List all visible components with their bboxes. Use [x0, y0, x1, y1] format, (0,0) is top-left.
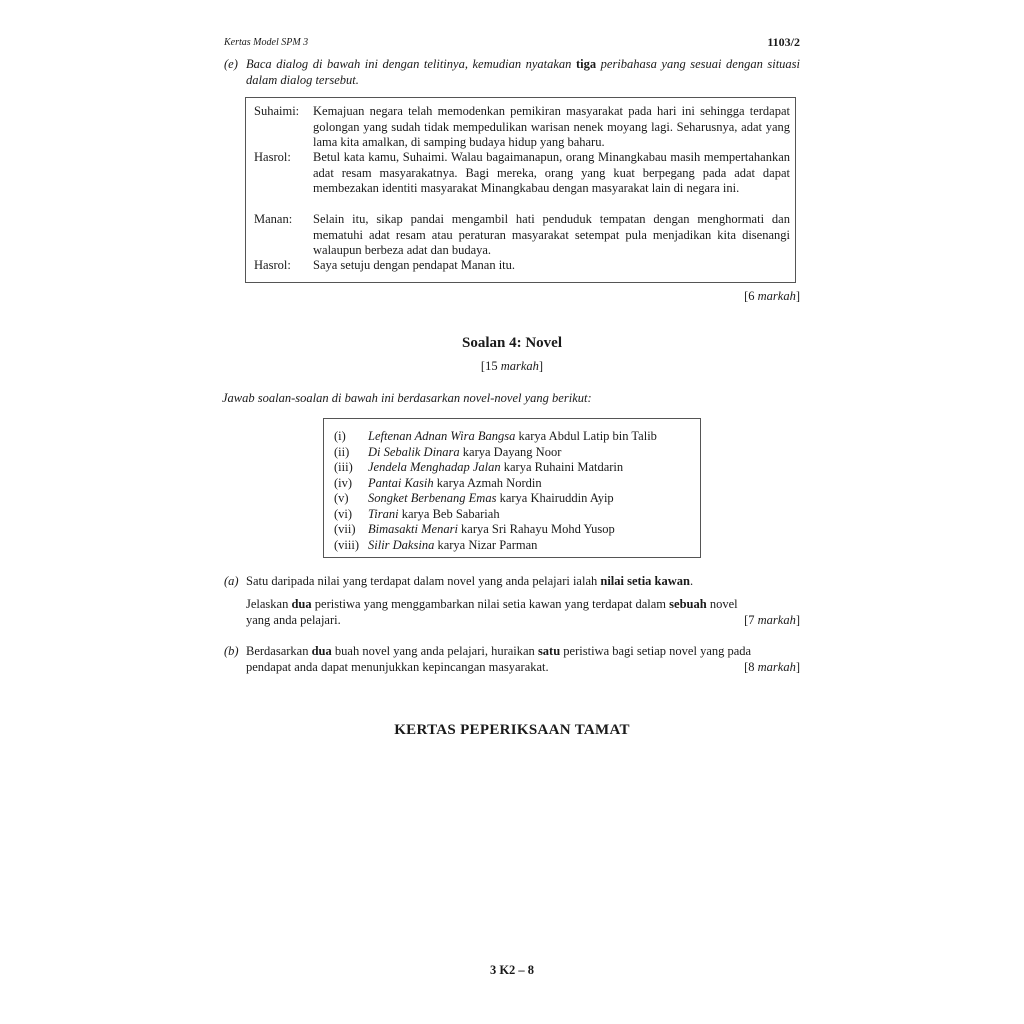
- question-b-part: Berdasarkan: [246, 644, 309, 658]
- marks-word: markah: [757, 613, 796, 627]
- novel-number: (i): [334, 429, 346, 443]
- novel-item: [334, 445, 561, 461]
- marks-word: markah: [757, 660, 796, 674]
- question-b-part: peristiwa bagi setiap novel yang pada: [563, 644, 752, 658]
- marks-word: markah: [500, 359, 539, 373]
- dialog-box: [245, 97, 796, 283]
- marks-num: [7: [744, 613, 755, 627]
- question-a-label: (a): [224, 574, 239, 588]
- novel-title: Jendela Menghadap Jalan: [368, 460, 501, 474]
- novel-author: karya Ruhaini Matdarin: [503, 460, 624, 474]
- marks-close: ]: [795, 289, 800, 303]
- novel-author: karya Dayang Noor: [462, 444, 562, 459]
- question-a-task-part: peristiwa yang menggambarkan nilai setia kawan yang terdapat dalam: [314, 597, 667, 611]
- dialog-line: [254, 212, 790, 259]
- dialog-line: [254, 104, 790, 151]
- question-e: [224, 56, 800, 88]
- dialog-text: Kemajuan negara telah memodenkan pemikiran masyarakat pada hari ini sehingga terdapat golongan yang sudah tidak mempedulikan warisan nenek moyang lagi. Seharusnya, adat yang lama kita amalkan, di samping budaya hidup yang baharu.: [313, 104, 790, 149]
- dialog-speaker: Hasrol:: [254, 258, 291, 272]
- marks-question-b: [744, 659, 800, 675]
- question-b-part: buah novel yang anda pelajari, huraikan: [334, 644, 535, 658]
- novel-title: Di Sebalik Dinara: [368, 444, 460, 459]
- question-a-text-part: Satu daripada nilai yang terdapat dalam novel yang anda pelajari ialah: [246, 574, 598, 588]
- question-a-task-line2: [246, 612, 800, 628]
- dialog-speaker: Hasrol:: [254, 150, 291, 164]
- novel-author: karya Azmah Nordin: [436, 475, 542, 490]
- question-b-part: pendapat anda dapat menunjukkan kepincangan masyarakat.: [246, 660, 549, 674]
- dialog-text: Betul kata kamu, Suhaimi. Walau bagaimanapun, orang Minangkabau masih mempertahankan adat resam masyarakatnya. Bagi mereka, orang yang kuat berpegang pada adat dapat membezakan identiti masyarakat Minangkabau dengan masyarakat lain di negara ini.: [313, 150, 790, 195]
- dialog-line: [254, 150, 790, 197]
- question-b-bold: dua: [311, 644, 332, 658]
- novel-author: karya Sri Rahayu Mohd Yusop: [461, 522, 615, 536]
- question-a-task-part: novel: [709, 597, 738, 611]
- novel-number: (vi): [334, 506, 353, 521]
- novel-number: (ii): [334, 444, 350, 459]
- question-a-bold: nilai setia kawan: [600, 574, 690, 588]
- marks-num: [15: [480, 359, 498, 373]
- question-b-bold: satu: [537, 644, 561, 658]
- question-b-label: (b): [224, 644, 239, 658]
- novel-item: [334, 522, 615, 538]
- marks-close: ]: [538, 359, 544, 373]
- novel-number: (viii): [334, 537, 359, 552]
- dialog-line: [254, 258, 790, 274]
- question-e-text: [246, 56, 800, 88]
- question-e-bold: tiga: [575, 57, 597, 71]
- novel-item: [334, 507, 500, 523]
- marks-word: markah: [757, 289, 796, 303]
- question-e-text-part: Baca dialog di bawah ini dengan telitinya, kemudian nyatakan: [246, 57, 572, 71]
- novel-number: (vii): [334, 522, 356, 536]
- novel-author: karya Khairuddin Ayip: [499, 491, 614, 505]
- dialog-text: Selain itu, sikap pandai mengambil hati penduduk tempatan dengan menghormati dan mematuhi adat resam atau peraturan masyarakat setempat pula menjadikan kita disenangi walaupun berbeza adat dan budaya.: [313, 212, 790, 257]
- novel-item: [334, 538, 537, 554]
- marks-close: ]: [795, 660, 800, 674]
- novel-title: Pantai Kasih: [368, 475, 434, 490]
- novel-list-box: [323, 418, 701, 558]
- novel-author: karya Abdul Latip bin Talib: [518, 429, 657, 443]
- novel-item: [334, 491, 614, 507]
- novel-author: karya Nizar Parman: [437, 537, 538, 552]
- section-instruction: Jawab soalan-soalan di bawah ini berdasarkan novel-novel yang berikut:: [222, 391, 592, 405]
- question-a-task-line1: [246, 596, 800, 612]
- end-of-paper-heading: KERTAS PEPERIKSAAN TAMAT: [394, 722, 630, 738]
- page-footer: 3 K2 – 8: [489, 963, 535, 977]
- marks-question-a: [744, 612, 800, 628]
- question-b: [224, 643, 800, 675]
- marks-close: ]: [795, 613, 800, 627]
- marks-question-e: [700, 289, 800, 304]
- novel-title: Leftenan Adnan Wira Bangsa: [368, 429, 516, 443]
- novel-number: (v): [334, 491, 349, 505]
- novel-title: Songket Berbenang Emas: [368, 491, 497, 505]
- question-a-text-part: .: [689, 574, 694, 588]
- question-a-task: [246, 596, 800, 628]
- section-marks: [312, 359, 712, 374]
- question-a-task-bold: sebuah: [669, 597, 707, 611]
- question-a-task-part: yang anda pelajari.: [246, 613, 341, 627]
- header-paper-code: 1103/2: [767, 35, 800, 49]
- novel-item: [334, 460, 623, 476]
- section-title: Soalan 4: Novel: [461, 335, 562, 351]
- question-b-line1: [246, 643, 800, 659]
- dialog-text: Saya setuju dengan pendapat Manan itu.: [313, 258, 516, 272]
- novel-title: Bimasakti Menari: [368, 522, 458, 536]
- question-a-text: [246, 573, 800, 589]
- novel-title: Silir Daksina: [368, 537, 435, 552]
- dialog-speaker: Suhaimi:: [254, 104, 300, 118]
- question-b-text: [246, 643, 800, 675]
- novel-number: (iv): [334, 475, 353, 490]
- novel-number: (iii): [334, 460, 353, 474]
- header-paper-name: Kertas Model SPM 3: [224, 37, 309, 48]
- question-a: [224, 573, 800, 589]
- novel-item: [334, 476, 542, 492]
- question-b-line2: [246, 659, 800, 675]
- dialog-speaker: Manan:: [254, 212, 293, 226]
- question-e-label: (e): [224, 57, 238, 71]
- marks-num: [8: [744, 660, 755, 674]
- novel-title: Tirani: [368, 506, 399, 521]
- novel-author: karya Beb Sabariah: [401, 506, 500, 521]
- question-e-text-part: peribahasa yang sesuai dengan situasi dalam dialog tersebut.: [246, 57, 801, 87]
- question-a-task-bold: dua: [291, 597, 312, 611]
- question-a-task-part: Jelaskan: [246, 597, 289, 611]
- novel-item: [334, 429, 657, 445]
- marks-num: [6: [744, 289, 755, 303]
